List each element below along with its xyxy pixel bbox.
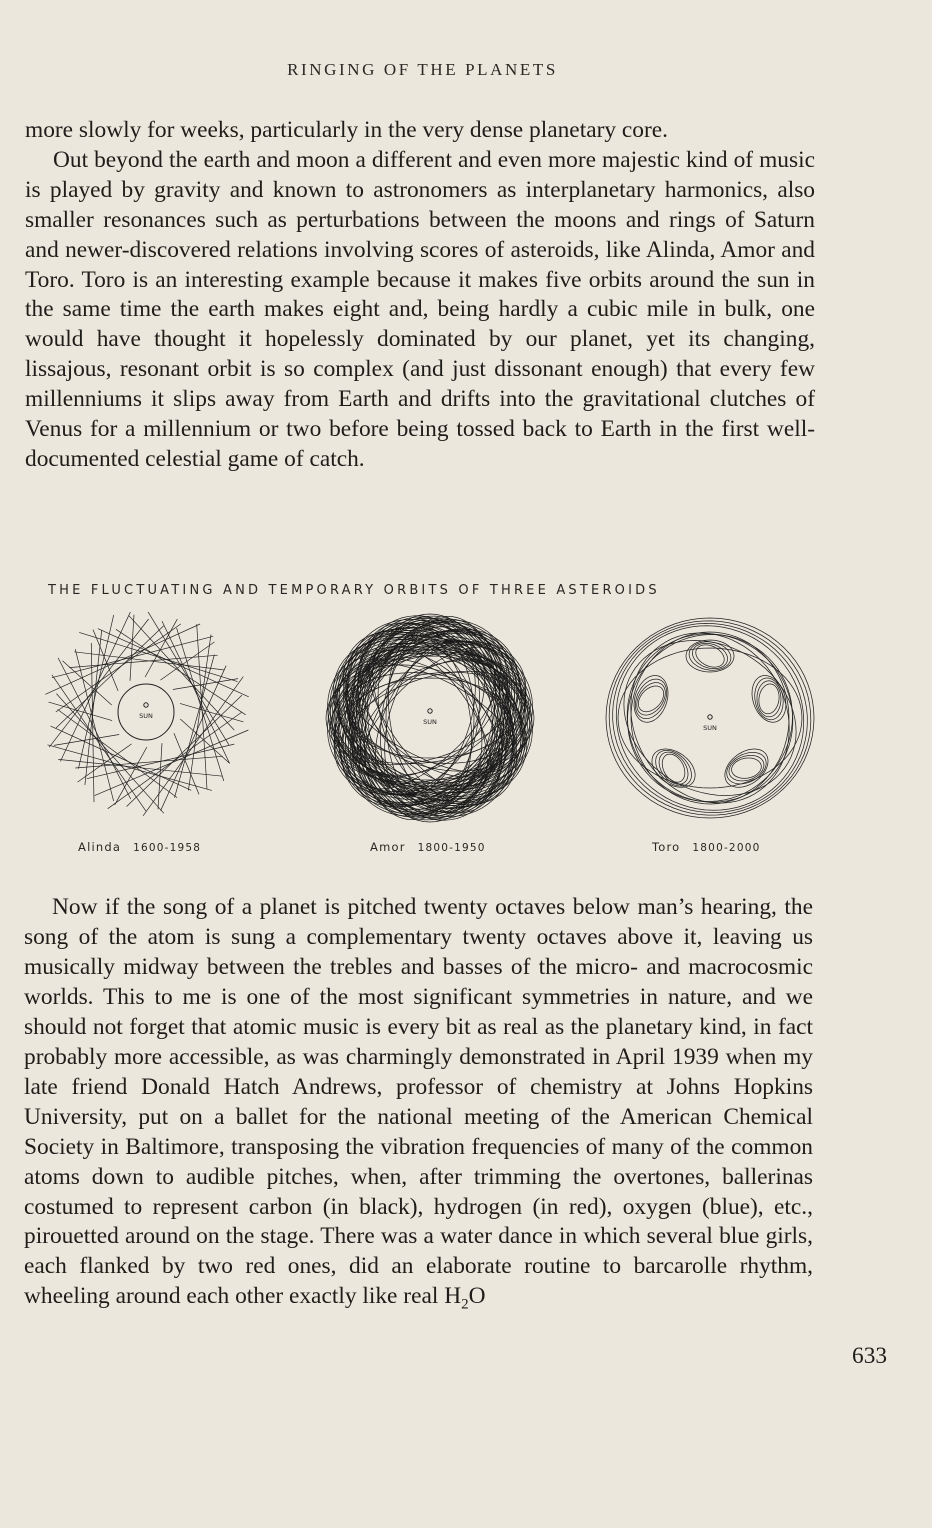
toro-orbit-drawing (600, 612, 820, 832)
toro-years: 1800-2000 (692, 842, 761, 854)
alinda-orbit-line (54, 735, 119, 746)
alinda-orbit-line (58, 658, 131, 799)
alinda-orbit-line (58, 759, 222, 776)
paragraph-interplanetary: Out beyond the earth and moon a different and even more majestic kind of music is played by gravity and known to astronomers as interplanetary harmonics, also smaller resonances such as perturbations between the moons and rings of Saturn and newer-discovered relations involving scores of asteroids, like Alinda, Amor and Toro. Toro is an interesting example because it makes five orbits around the sun in the same time the earth makes eight and, being hardly a cubic mile in bulk, one would have thought it hopelessly dominated by our planet, yet its changing, lissajous, resonant orbit is so complex (and just dissonant enough) that every few millenniums it slips away from Earth and drifts into the gravitational clutches of Venus for a millennium or two before being tossed back to Earth in the first well-documented celestial game of catch. (25, 146, 815, 472)
water-formula (444, 1283, 486, 1314)
top-text-block (25, 116, 815, 475)
toro-orbit-loop (757, 681, 781, 717)
toro-orbit-loop (727, 752, 767, 784)
running-head: RINGING OF THE PLANETS (287, 60, 558, 79)
figure-caption: THE FLUCTUATING AND TEMPORARY ORBITS OF THREE ASTEROIDS (48, 583, 660, 598)
formula-hydrogen: H (444, 1283, 462, 1310)
alinda-orbit-line (115, 747, 147, 805)
toro-orbit-loop (662, 754, 685, 782)
toro-orbit-loop (732, 758, 762, 778)
alinda-label (78, 840, 201, 854)
alinda-orbit-line (74, 652, 224, 670)
formula-oxygen: O (468, 1283, 486, 1310)
alinda-years: 1600-1958 (133, 842, 202, 854)
toro-orbit-line (609, 621, 811, 815)
toro-sun-label: SUN (703, 724, 717, 732)
alinda-orbit-drawing (36, 612, 256, 832)
amor-sun-label: SUN (423, 718, 437, 726)
toro-orbit-loop (759, 684, 779, 714)
alinda-orbit-line (98, 629, 249, 697)
formula-subscript: 2 (461, 1297, 469, 1314)
alinda-orbit-line (78, 744, 132, 782)
toro-orbit-loop (692, 643, 727, 668)
alinda-sun-label: SUN (139, 712, 153, 720)
amor-orbit-diagram (320, 612, 540, 832)
alinda-orbit-line (75, 756, 222, 768)
amor-orbit-drawing (320, 612, 540, 832)
bottom-text-block (24, 893, 813, 1312)
paragraph-atomic-music-text: Now if the song of a planet is pitched twenty octaves below man’s hearing, the song of the atom is sung a complementary twenty octaves above it, leaving us musically midway between the trebles and basses of the micro- and macrocosmic worlds. This to me is one of the most significant symmetries in nature, and we should not forget that atomic music is every bit as real as the planetary kind, in fact probably more accessible, as was charmingly demonstrated in April 1939 when my late friend Donald Hatch Andrews, professor of chemistry at Johns Hopkins University, put on a ballet for the national meeting of the American Chemical Society in Baltimore, transposing the vibration frequencies of many of the common atoms down to audible pitches, when, after trimming the overtones, ballerinas costumed to represent carbon (in black), hydrogen (in red), oxygen (blue), etc., pirouetted around on the stage. There was a water dance in which several blue girls, each flanked by two red ones, did an elaborate routine to barcarolle rhythm, wheeling around each other exactly like real (24, 894, 813, 1310)
paragraph-atomic-music (24, 893, 813, 1312)
amor-years: 1800-1950 (417, 842, 486, 854)
toro-orbit-line (616, 626, 803, 811)
alinda-orbit-line (175, 655, 215, 798)
amor-name: Amor (370, 840, 406, 854)
toro-orbit-loop (638, 686, 663, 712)
page-number: 633 (852, 1343, 888, 1369)
alinda-orbit-line (180, 703, 244, 722)
toro-orbit-loop (689, 642, 731, 670)
alinda-orbit-diagram (36, 612, 256, 832)
amor-label (370, 840, 486, 854)
toro-orbit-diagram (600, 612, 820, 832)
paragraph-continued: more slowly for weeks, particularly in the very dense planetary core. (25, 117, 669, 143)
toro-label (652, 840, 760, 854)
alinda-orbit-line (130, 615, 134, 681)
alinda-name: Alinda (78, 840, 122, 854)
alinda-orbit-line (93, 630, 118, 691)
toro-name: Toro (652, 840, 681, 854)
